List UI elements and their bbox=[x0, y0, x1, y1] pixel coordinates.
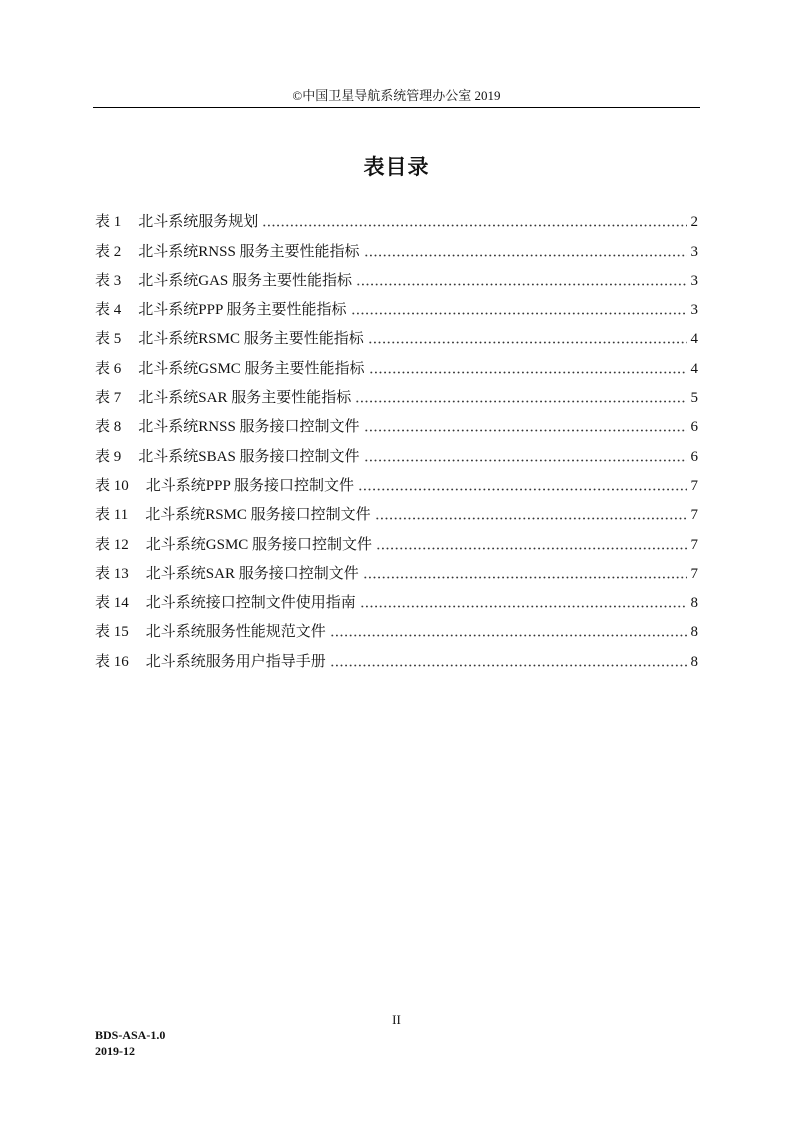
toc-page-number: 6 bbox=[690, 419, 698, 436]
toc-page-number: 5 bbox=[690, 390, 698, 407]
dot-leader bbox=[330, 634, 687, 637]
running-header: ©中国卫星导航系统管理办公室 2019 bbox=[292, 88, 501, 103]
toc-entry-13[interactable] bbox=[95, 560, 698, 589]
page-number: II bbox=[392, 1012, 401, 1027]
toc-entry-1[interactable] bbox=[95, 208, 698, 237]
toc-title: 北斗系统GSMC 服务接口控制文件 bbox=[145, 536, 373, 553]
toc-entry-5[interactable] bbox=[95, 325, 698, 354]
toc-page-number: 7 bbox=[690, 477, 698, 494]
toc-label: 表 13 bbox=[95, 565, 129, 582]
dot-leader bbox=[355, 400, 686, 403]
toc-title: 北斗系统服务性能规范文件 bbox=[145, 624, 326, 641]
toc-page-number: 7 bbox=[690, 536, 698, 553]
toc-title: 北斗系统RNSS 服务主要性能指标 bbox=[138, 243, 360, 260]
dot-leader bbox=[364, 459, 687, 462]
dot-leader bbox=[368, 341, 687, 344]
toc-title: 北斗系统RNSS 服务接口控制文件 bbox=[138, 419, 360, 436]
toc-title: 北斗系统PPP 服务主要性能指标 bbox=[138, 302, 347, 319]
toc-label: 表 11 bbox=[95, 507, 129, 524]
toc-title: 北斗系统RSMC 服务主要性能指标 bbox=[138, 331, 364, 348]
dot-leader bbox=[364, 429, 687, 432]
toc-label: 表 6 bbox=[95, 360, 122, 377]
toc-title: 北斗系统RSMC 服务接口控制文件 bbox=[145, 507, 371, 524]
toc-entry-6[interactable] bbox=[95, 354, 698, 383]
toc-entry-3[interactable] bbox=[95, 267, 698, 296]
toc-label: 表 7 bbox=[95, 390, 122, 407]
toc-label: 表 5 bbox=[95, 331, 122, 348]
toc-title: 北斗系统服务用户指导手册 bbox=[145, 653, 326, 670]
toc-label: 表 2 bbox=[95, 243, 122, 260]
dot-leader bbox=[358, 488, 687, 491]
toc-page-number: 4 bbox=[690, 360, 698, 377]
dot-leader bbox=[369, 371, 687, 374]
toc-label: 表 1 bbox=[95, 214, 122, 231]
toc-page-number: 3 bbox=[690, 272, 698, 289]
document-code: BDS-ASA-1.0 bbox=[95, 1028, 166, 1042]
toc-entry-12[interactable] bbox=[95, 530, 698, 559]
toc-page-number: 2 bbox=[690, 214, 698, 231]
toc-title: 北斗系统接口控制文件使用指南 bbox=[145, 595, 356, 612]
dot-leader bbox=[375, 517, 687, 520]
toc-label: 表 15 bbox=[95, 624, 129, 641]
page-title: 表目录 bbox=[363, 155, 430, 179]
toc-title: 北斗系统SAR 服务主要性能指标 bbox=[138, 390, 352, 407]
dot-leader bbox=[376, 547, 686, 550]
dot-leader bbox=[364, 254, 687, 257]
toc-page-number: 8 bbox=[690, 595, 698, 612]
toc-title: 北斗系统SAR 服务接口控制文件 bbox=[145, 565, 359, 582]
table-of-tables bbox=[95, 208, 698, 677]
document-date: 2019-12 bbox=[95, 1044, 135, 1058]
toc-title: 北斗系统SBAS 服务接口控制文件 bbox=[138, 448, 360, 465]
toc-page-number: 8 bbox=[690, 653, 698, 670]
toc-title: 北斗系统GAS 服务主要性能指标 bbox=[138, 272, 353, 289]
toc-label: 表 14 bbox=[95, 595, 129, 612]
toc-label: 表 10 bbox=[95, 477, 129, 494]
toc-entry-15[interactable] bbox=[95, 618, 698, 647]
toc-entry-10[interactable] bbox=[95, 472, 698, 501]
toc-page-number: 3 bbox=[690, 302, 698, 319]
toc-label: 表 4 bbox=[95, 302, 122, 319]
toc-entry-9[interactable] bbox=[95, 442, 698, 471]
toc-entry-11[interactable] bbox=[95, 501, 698, 530]
toc-page-number: 3 bbox=[690, 243, 698, 260]
toc-label: 表 8 bbox=[95, 419, 122, 436]
dot-leader bbox=[356, 283, 686, 286]
toc-entry-16[interactable] bbox=[95, 647, 698, 676]
toc-title: 北斗系统GSMC 服务主要性能指标 bbox=[138, 360, 365, 377]
dot-leader bbox=[360, 605, 687, 608]
toc-label: 表 3 bbox=[95, 272, 122, 289]
toc-page-number: 4 bbox=[690, 331, 698, 348]
toc-page-number: 7 bbox=[690, 565, 698, 582]
dot-leader bbox=[363, 576, 687, 579]
toc-page-number: 6 bbox=[690, 448, 698, 465]
toc-entry-4[interactable] bbox=[95, 296, 698, 325]
header-divider bbox=[93, 107, 700, 108]
toc-entry-2[interactable] bbox=[95, 237, 698, 266]
toc-label: 表 16 bbox=[95, 653, 129, 670]
toc-page-number: 8 bbox=[690, 624, 698, 641]
toc-label: 表 12 bbox=[95, 536, 129, 553]
toc-label: 表 9 bbox=[95, 448, 122, 465]
toc-entry-14[interactable] bbox=[95, 589, 698, 618]
dot-leader bbox=[262, 224, 686, 227]
toc-entry-8[interactable] bbox=[95, 413, 698, 442]
toc-title: 北斗系统服务规划 bbox=[138, 214, 259, 231]
toc-entry-7[interactable] bbox=[95, 384, 698, 413]
toc-title: 北斗系统PPP 服务接口控制文件 bbox=[145, 477, 354, 494]
dot-leader bbox=[330, 664, 687, 667]
toc-page-number: 7 bbox=[690, 507, 698, 524]
dot-leader bbox=[351, 312, 687, 315]
